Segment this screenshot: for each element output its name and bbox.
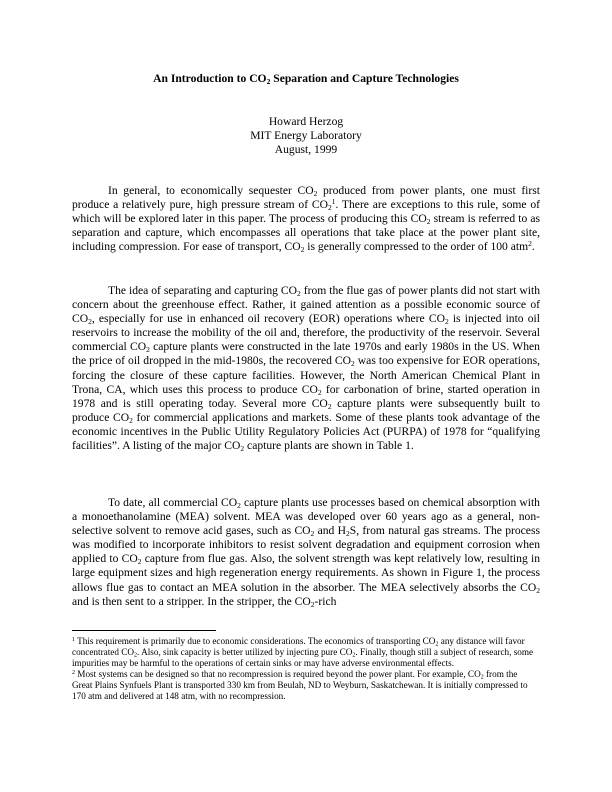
paragraph-2: The idea of separating and capturing $CO_2$ from the flue gas of power plants did not start with concern about the greenhouse effect. Rather, it gained attention as a possible economic source of $CO_2$, especially for use in enhanced oil recovery (EOR) operations where $CO_2$ is injected into oil reservoirs to increase the mobility of the oil and, therefore, the productivity of the reservoir. Several commercial $CO_2$ capture plants were constructed in the late 1970s and early 1980s in the US. When the price of oil dropped in the mid-1980s, the recovered $CO_2$ was too expensive for EOR operations, forcing the closure of these capture facilities. However, the North American Chemical Plant in Trona, CA, which uses this process to produce $CO_2$ for carbonation of brine, started operation in 1978 and is still operating today. Several more $CO_2$ capture plants were subsequently built to produce $CO_2$ for commercial applications and markets. Some of these plants took advantage of the economic incentives in the Public Utility Regulatory Policies Act (PURPA) of 1978 for “qualifying facilities”. A listing of the major $CO_2$ capture plants are shown in Table 1. (72, 284, 541, 454)
title-subscript: 2 (266, 77, 271, 86)
footnote-separator (72, 630, 216, 631)
footnotes (72, 636, 540, 701)
title-text: An Introduction to CO (153, 72, 267, 85)
footnote-ref-2[interactable]: 2 (528, 239, 532, 249)
footnote-1: $^1$ This requirement is primarily due to economic considerations. The economics of transporting $CO_2$ any distance will favor concentrated $CO_2$. Also, sink capacity is better utilized by injecting pure $CO_2$. Finally, though still a subject of research, some impurities may be harmful to the operations of certain sinks or may have adverse environmental effects. (72, 636, 534, 668)
footnote-ref-1[interactable]: 1 (331, 197, 336, 207)
author-affiliation: MIT Energy Laboratory (250, 129, 362, 142)
footnote-2: $^2$ Most systems can be designed so that no recompression is required beyond the power plant. For example, $CO_2$ from the Great Plains Synfuels Plant is transported 330 km from Beulah, ND to Weyburn, Saskatchewan. It is initially compressed to 170 atm and delivered at 148 atm, with no recompression. (72, 668, 528, 701)
author-block (0, 115, 612, 157)
paragraph-3: To date, all commercial $CO_2$ capture plants use processes based on chemical absorption with a monoethanolamine (MEA) solvent. MEA was developed over 60 years ago as a general, non-selective solvent to remove acid gases, such as $CO_2$ and $H_2S$, from natural gas streams. The process was modified to incorporate inhibitors to resist solvent degradation and equipment corrosion when applied to $CO_2$ capture from flue gas. Also, the solvent strength was kept relatively low, resulting in large equipment sizes and high regeneration energy requirements. As shown in Figure 1, the process allows flue gas to contact an MEA solution in the absorber. The MEA selectively absorbs the $CO_2$ and is then sent to a stripper. In the stripper, the $CO_2$-rich (72, 496, 541, 609)
author-name: Howard Herzog (268, 115, 344, 128)
paragraph-1: In general, to economically sequester $CO_2$ produced from power plants, one must first produce a relatively pure, high pressure stream of $CO_2^1$. There are exceptions to this rule, some of which will be explored later in this paper. The process of producing this $CO_2$ stream is referred to as separation and capture, which encompasses all operations that take place at the power plant site, including compression. For ease of transport, $CO_2$ is generally compressed to the order of 100 atm$^2$. (72, 184, 541, 255)
paper-title (0, 72, 612, 86)
publication-date: August, 1999 (274, 143, 338, 156)
title-text-end: Separation and Capture Technologies (270, 72, 459, 85)
